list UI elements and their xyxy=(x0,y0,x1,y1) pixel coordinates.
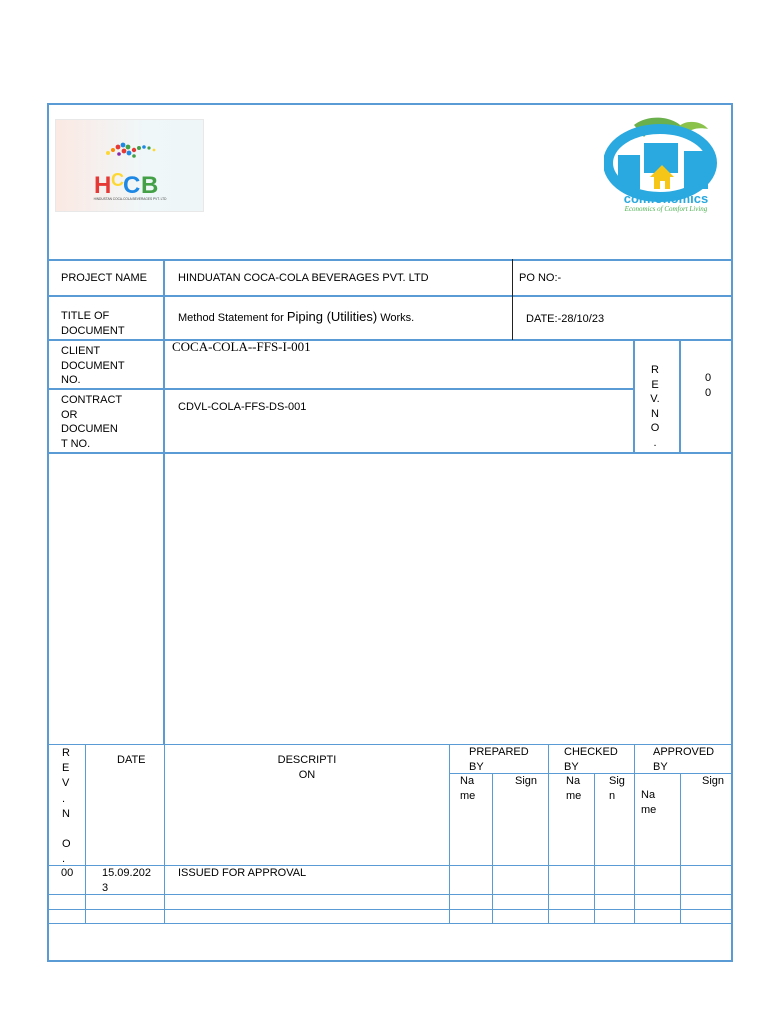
divider xyxy=(594,773,595,924)
project-name-value: HINDUATAN COCA-COLA BEVERAGES PVT. LTD xyxy=(178,272,429,284)
divider xyxy=(47,259,733,261)
divider xyxy=(47,295,733,297)
po-no: PO NO:- xyxy=(519,272,562,284)
checked-sign-header: Sig n xyxy=(609,775,625,802)
divider xyxy=(47,909,733,910)
divider xyxy=(633,339,635,453)
comfonomics-logo-text: comfonomics xyxy=(623,191,709,206)
client-document-value: COCA-COLA--FFS-I-001 xyxy=(172,339,311,354)
approved-name-header: Na me xyxy=(641,789,657,816)
client-document-label: CLIENT DOCUMENT NO. xyxy=(61,345,125,386)
divider xyxy=(47,452,733,454)
document-title-prefix: Method Statement for xyxy=(178,312,287,324)
divider xyxy=(164,744,165,924)
prepared-name-header: Na me xyxy=(460,775,476,802)
title-of-document-label: TITLE OF DOCUMENT xyxy=(61,310,125,337)
divider xyxy=(679,339,681,453)
checked-name-header: Na me xyxy=(566,775,582,802)
revision-row-description: ISSUED FOR APPROVAL xyxy=(178,867,307,879)
svg-text:H: H xyxy=(94,172,112,199)
approved-sign-header: Sign xyxy=(702,775,725,787)
revision-row-date: 15.09.202 3 xyxy=(102,867,151,894)
divider xyxy=(47,388,634,390)
prepared-by-header: PREPARED BY xyxy=(469,746,529,773)
document-title xyxy=(178,310,414,326)
rev-no-value: 0 0 xyxy=(704,372,712,399)
divider xyxy=(548,744,549,924)
approved-by-header: APPROVED BY xyxy=(653,746,715,773)
contract-document-value: CDVL-COLA-FFS-DS-001 xyxy=(178,401,307,413)
divider xyxy=(634,744,635,924)
svg-text:C: C xyxy=(123,172,141,199)
document-title-emphasis: Piping (Utilities) xyxy=(286,309,378,324)
divider xyxy=(47,339,733,341)
svg-text:C: C xyxy=(111,170,124,190)
divider xyxy=(449,744,450,924)
checked-by-header: CHECKED BY xyxy=(564,746,618,773)
divider xyxy=(47,744,733,745)
hccb-logo-subtitle: HINDUSTAN COCA-COLA BEVERAGES PVT. LTD xyxy=(93,197,167,201)
date-column-header: DATE xyxy=(117,754,146,766)
rev-column-header: R E V . N O . xyxy=(62,747,71,866)
divider xyxy=(163,259,165,744)
svg-text:B: B xyxy=(141,172,159,199)
divider xyxy=(85,744,86,924)
comfonomics-logo-tagline: Economics of Comfort Living xyxy=(624,205,708,213)
revision-row-rev: 00 xyxy=(61,867,74,879)
project-name-label: PROJECT NAME xyxy=(61,272,147,284)
divider xyxy=(680,773,681,924)
rev-no-label: R E V. N O . xyxy=(650,364,660,449)
divider xyxy=(47,923,733,924)
divider xyxy=(512,259,513,340)
description-column-header: DESCRIPTI ON xyxy=(277,754,337,781)
prepared-sign-header: Sign xyxy=(515,775,538,787)
document-title-suffix: Works. xyxy=(377,312,415,324)
divider xyxy=(492,773,493,924)
document-frame xyxy=(47,103,733,962)
contract-document-label: CONTRACT OR DOCUMEN T NO. xyxy=(61,394,123,450)
document-date: DATE:-28/10/23 xyxy=(526,313,605,325)
